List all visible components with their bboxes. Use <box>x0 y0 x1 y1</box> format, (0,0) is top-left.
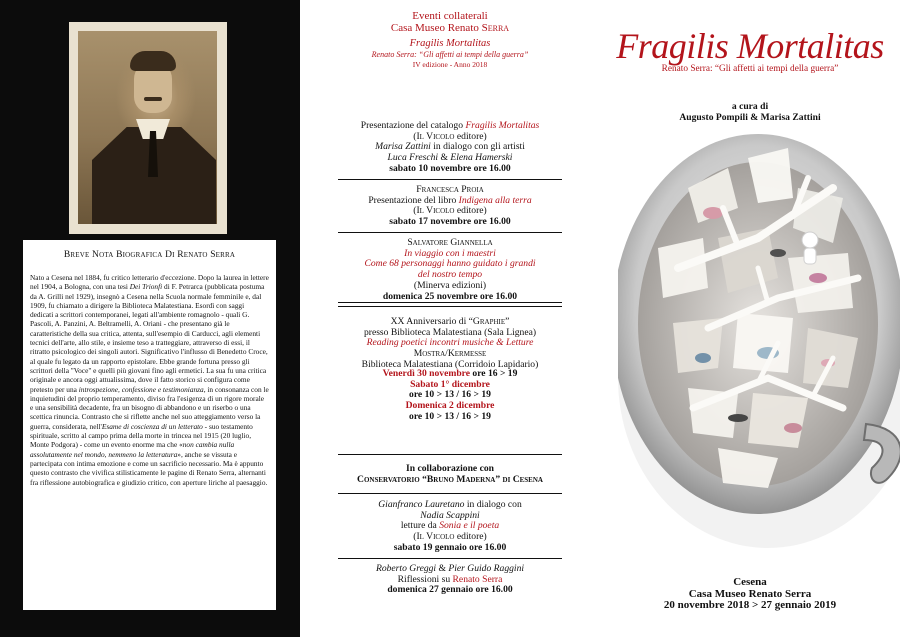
biography-text: Nato a Cesena nel 1884, fu critico letterario d'eccezione. Dopo la laurea in lettere nel 1904, a Bologna, con una tesi Dei Trionfi di F. Petrarca (pubblicata postuma da A. Grilli nel 1929), insegnò a Cesena nella Scuola normale femminile e, dal 1909, fu chiamato a dirigere la Biblioteca Malatestiana. Esordì con saggi dedicati a scrittori contemporanei, legati all'ambiente romagnolo - quali G. Pascoli, A. Panzini, A. Beltramelli, A. Oriani - che presentano già le caratteristiche della sua critica, attenta, sull'esempio di Carducci, agli elementi tecnici dell'arte, allo stile, e insieme teso a tratteggiare, attraverso di essi, il ritratto psicologico dei singoli autori. Significativo l'influsso di Benedetto Croce, al quale fu legato da un rapporto epistolare. Ebbe grande fortuna presso gli scrittori della "Voce" e quelli più giovani fino agli ermetici. La sua fu una critica originale e ancora oggi attualissima, dove il fatto storico si configura come pretesto per una introspezione, confessione e testimonianza, in consonanza con le inquietudini del proprio temperamento, diviso fra l'esigenza di un rigore morale e una sensibilità decadente, fra un bisogno di abbandono e un riserbo o una scettica rinuncia. Contrasto che si riflette anche nel suo atteggiamento verso la guerra, considerata, nell'Esame di coscienza di un letterato - suo testamento spirituale, scritto al campo prima della morte in trincea nel 1915 (20 luglio, Monte Podgora) - come un evento enorme ma che «non cambia nulla assolutamente nel mondo, nemmeno la letteratura», anche se vissuta e partecipata con intima emozione e come un sacrificio necessario. Ma è appunto questo contrasto che vivifica stilisticamente le pagine di Renato Serra, alternanti fra riflessione autobiografica e giudizio critico, con aperture liriche al paesaggio. <box>30 273 269 487</box>
events-header <box>300 10 600 69</box>
events-header-subtitle: Renato Serra: “Gli affetti ai tempi della guerra” <box>371 50 529 59</box>
footer-city: Cesena <box>733 576 767 588</box>
portrait-moustache <box>144 97 162 101</box>
event-item: Francesca Proia Presentazione del libro Indigena alla terra (Il Vicolo editore) sabato 17 novembre ore 16.00 <box>368 184 532 228</box>
event-item: Salvatore Giannella In viaggio con i maestri Come 68 personaggi hanno guidato i grandi del nostro tempo (Minerva edizioni) domenica 25 novembre ore 16.00 <box>364 237 536 302</box>
cover-subtitle: Renato Serra: “Gli affetti ai tempi della guerra” <box>661 64 839 74</box>
event-divider <box>338 302 562 303</box>
event-divider <box>338 454 562 455</box>
event-divider <box>338 558 562 559</box>
events-header-title: Fragilis Mortalitas <box>409 38 491 49</box>
events-panel <box>300 0 600 637</box>
event-divider <box>338 493 562 494</box>
event-item: Gianfranco Lauretano in dialogo con Nadia Scappini letture da Sonia e il poeta (Il Vicolo editore) sabato 19 gennaio ore 16.00 <box>378 499 522 553</box>
curated-by <box>600 101 900 123</box>
footer-dates: 20 novembre 2018 > 27 gennaio 2019 <box>663 599 837 612</box>
event-item: XX Anniversario di “Graphie” presso Biblioteca Malatestiana (Sala Lignea) Reading poetici incontri musiche & Letture Mostra/Kermesse Biblioteca Malatestiana (Corridoio Lapidario) <box>361 316 539 370</box>
events-header-line2a: Casa Museo Renato <box>390 22 482 34</box>
cover-footer <box>600 577 900 612</box>
curated-by-label: a cura di <box>731 101 769 112</box>
event-item: Venerdì 30 novembre ore 16 > 19 Sabato 1° dicembre ore 10 > 13 / 16 > 19 Domenica 2 dicembre ore 10 > 13 / 16 > 19 <box>382 368 518 422</box>
event-item: In collaborazione con Conservatorio “Bruno Maderna” di Cesena <box>357 463 543 485</box>
portrait-photo <box>78 31 217 224</box>
events-header-line2 <box>300 22 600 34</box>
events-header-line2b: Serra <box>481 22 510 34</box>
left-panel <box>0 0 300 637</box>
events-header-line1: Eventi collaterali <box>412 10 488 22</box>
events-header-edition: IV edizione - Anno 2018 <box>412 60 488 69</box>
cover-panel <box>600 0 900 637</box>
event-item: Roberto Greggi & Pier Guido Raggini Riflessioni su Renato Serra domenica 27 gennaio ore 16.00 <box>375 563 525 596</box>
event-divider <box>338 306 562 307</box>
footer-venue: Casa Museo Renato Serra <box>688 587 812 600</box>
biography-box <box>23 240 276 610</box>
cover-title: Fragilis Mortalitas <box>616 26 884 66</box>
event-divider <box>338 179 562 180</box>
biography-title: Breve Nota Biografica Di Renato Serra <box>63 250 236 260</box>
event-item: Presentazione del catalogo Fragilis Mortalitas (Il Vicolo editore) Marisa Zattini in dialogo con gli artisti Luca Freschi & Elena Hamerski sabato 10 novembre ore 16.00 <box>360 120 540 174</box>
portrait-photo-frame <box>69 22 227 234</box>
event-divider <box>338 232 562 233</box>
silver-bowl-image <box>618 128 900 548</box>
curated-by-names: Augusto Pompili & Marisa Zattini <box>679 112 821 123</box>
portrait-hair <box>130 51 176 71</box>
